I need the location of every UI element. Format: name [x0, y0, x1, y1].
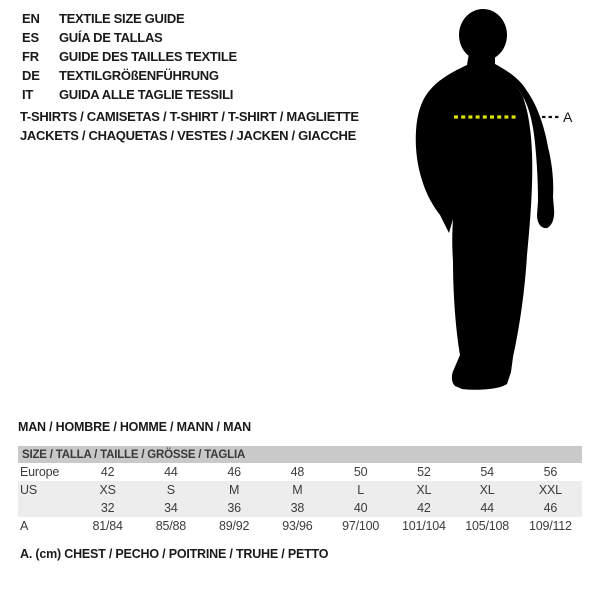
lang-label: TEXTILGRÖßENFÜHRUNG: [59, 68, 219, 83]
list-item: [22, 28, 237, 47]
language-list: [22, 9, 237, 104]
table-cell: 93/96: [282, 519, 313, 533]
row-label: A: [20, 519, 29, 533]
table-cell: 46: [543, 501, 558, 515]
lang-label: GUÍA DE TALLAS: [59, 30, 163, 45]
table-cell: 50: [353, 465, 368, 479]
table-cell: 89/92: [218, 519, 250, 533]
lang-label: TEXTILE SIZE GUIDE: [59, 11, 185, 26]
table-row-chest: [18, 517, 582, 535]
measure-label-a: A: [563, 109, 573, 125]
table-cell: 52: [417, 465, 431, 479]
table-cell: 101/104: [401, 519, 446, 533]
table-cell: M: [229, 483, 240, 497]
table-cell: 44: [480, 501, 494, 515]
table-cell: 44: [164, 465, 178, 479]
section-title-man: MAN / HOMBRE / HOMME / MANN / MAN: [18, 420, 251, 434]
table-cell: 109/112: [528, 519, 572, 533]
table-cell: 81/84: [92, 519, 123, 533]
table-cell: 97/100: [342, 519, 380, 533]
list-item: [22, 66, 237, 85]
man-silhouette-figure: [410, 5, 580, 395]
lang-code: IT: [22, 87, 34, 102]
lang-label: GUIDE DES TAILLES TEXTILE: [59, 49, 237, 64]
table-cell: 36: [227, 501, 241, 515]
list-item: [22, 47, 237, 66]
table-cell: 38: [290, 501, 305, 515]
silhouette-body: [416, 53, 533, 390]
lang-code: DE: [22, 68, 40, 83]
list-item: [22, 9, 237, 28]
table-cell: XS: [99, 483, 116, 497]
table-cell: L: [357, 483, 364, 497]
category-tshirts: T-SHIRTS / CAMISETAS / T-SHIRT / T-SHIRT / MAGLIETTE: [20, 109, 359, 124]
table-cell: 42: [100, 465, 115, 479]
table-cell: 48: [290, 465, 305, 479]
list-item: [22, 85, 237, 104]
table-header: SIZE / TALLA / TAILLE / GRÖSSE / TAGLIA: [18, 446, 582, 463]
table-cell: 56: [543, 465, 558, 479]
table-cell: 32: [100, 501, 115, 515]
table-row-us: [18, 481, 582, 499]
table-cell: 105/108: [465, 519, 510, 533]
table-cell: XL: [479, 483, 495, 497]
table-cell: S: [166, 483, 175, 497]
lang-label: GUIDA ALLE TAGLIE TESSILI: [59, 87, 234, 102]
table-cell: 85/88: [155, 519, 187, 533]
table-cell: 46: [227, 465, 241, 479]
table-cell: 34: [164, 501, 178, 515]
category-jackets: JACKETS / CHAQUETAS / VESTES / JACKEN / GIACCHE: [20, 128, 356, 143]
table-cell: 40: [353, 501, 368, 515]
table-row-europe: [18, 463, 582, 481]
table-cell: M: [292, 483, 303, 497]
table-cell: XXL: [538, 483, 562, 497]
size-table: [18, 446, 582, 535]
row-label: US: [20, 483, 37, 497]
table-row-numeric: [18, 499, 582, 517]
lang-code: EN: [22, 11, 40, 26]
lang-code: FR: [22, 49, 39, 64]
garment-categories: [20, 107, 359, 145]
table-cell: 42: [417, 501, 431, 515]
table-cell: XL: [416, 483, 432, 497]
row-label: Europe: [20, 465, 60, 479]
measurement-footnote: A. (cm) CHEST / PECHO / POITRINE / TRUHE / PETTO: [20, 547, 329, 561]
table-cell: 54: [480, 465, 494, 479]
lang-code: ES: [22, 30, 39, 45]
